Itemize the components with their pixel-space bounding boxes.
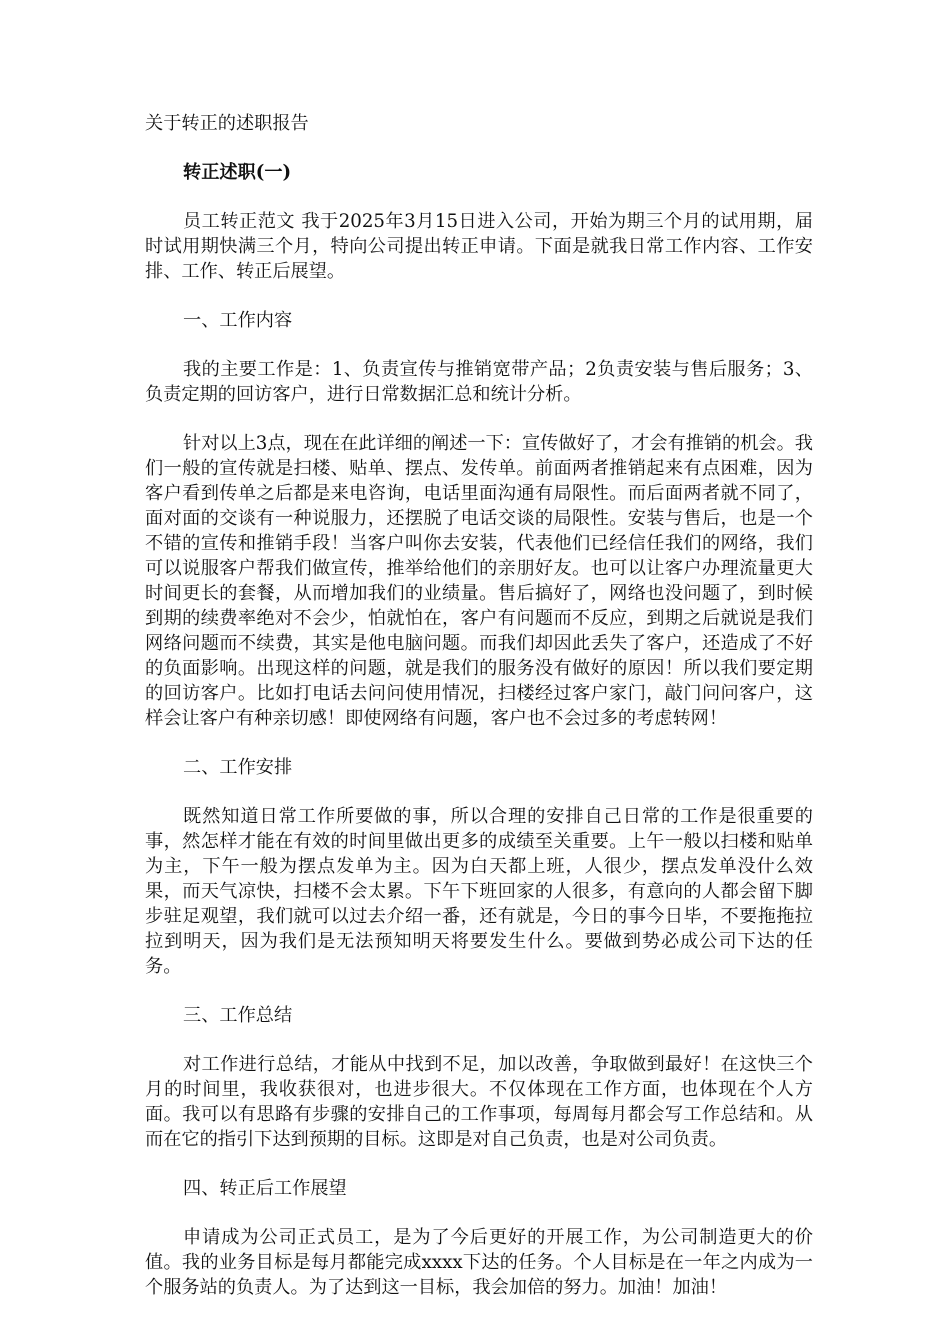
paragraph-duties-detail: 针对以上3点，现在在此详细的阐述一下：宣传做好了，才会有推销的机会。我们一般的宣传就是扫楼、贴单、摆点、发传单。前面两者推销起来有点困难，因为客户看到传单之后都是来电咨询，电话里面沟通有局限性。而后面两者就不同了，面对面的交谈有一种说服力，还摆脱了电话交谈的局限性。安装与售后，也是一个不错的宣传和推销手段！当客户叫你去安装，代表他们已经信任我们的网络，我们可以说服客户帮我们做宣传，推举给他们的亲朋好友。也可以让客户办理流量更大时间更长的套餐，从而增加我们的业绩量。售后搞好了，网络也没问题了，到时候到期的续费率绝对不会少，怕就怕在，客户有问题而不反应，到期之后就说是我们网络问题而不续费，其实是他电脑问题。而我们却因此丢失了客户，还造成了不好的负面影响。出现这样的问题，就是我们的服务没有做好的原因！所以我们要定期的回访客户。比如打电话去问问使用情况，扫楼经过客户家门，敲门问问客户，这样会让客户有种亲切感！即使网络有问题，客户也不会过多的考虑转网！	[145, 433, 813, 729]
paragraph-work-arrangement: 既然知道日常工作所要做的事，所以合理的安排自己日常的工作是很重要的事，然怎样才能在有效的时间里做出更多的成绩至关重要。上午一般以扫楼和贴单为主，下午一般为摆点发单为主。因为白天都上班，人很少，摆点发单没什么效果，而天气凉快，扫楼不会太累。下午下班回家的人很多，有意向的人都会留下脚步驻足观望，我们就可以过去介绍一番，还有就是，今日的事今日毕，不要拖拖拉拉到明天，因为我们是无法预知明天将要发生什么。要做到势必成公司下达的任务。	[145, 806, 813, 977]
heading-work-content: 一、工作内容	[183, 310, 293, 331]
document-body	[145, 111, 813, 1324]
section-heading: 转正述职(一)	[183, 162, 292, 183]
intro-paragraph: 员工转正范文 我于2025年3月15日进入公司，开始为期三个月的试用期，届时试用期快满三个月，特向公司提出转正申请。下面是就我日常工作内容、工作安排、工作、转正后展望。	[145, 211, 813, 282]
paragraph-outlook: 申请成为公司正式员工，是为了今后更好的开展工作，为公司制造更大的价值。我的业务目标是每月都能完成xxxx下达的任务。个人目标是在一年之内成为一个服务站的负责人。为了达到这一目标，我会加倍的努力。加油！加油！	[145, 1227, 813, 1298]
heading-work-summary: 三、工作总结	[183, 1005, 293, 1026]
heading-outlook: 四、转正后工作展望	[183, 1178, 347, 1199]
paragraph-work-summary: 对工作进行总结，才能从中找到不足，加以改善，争取做到最好！在这快三个月的时间里，我收获很对，也进步很大。不仅体现在工作方面，也体现在个人方面。我可以有思路有步骤的安排自己的工作事项，每周每月都会写工作总结和。从而在它的指引下达到预期的目标。这即是对自己负责，也是对公司负责。	[145, 1054, 813, 1150]
heading-work-arrangement: 二、工作安排	[183, 757, 293, 778]
document-title: 关于转正的述职报告	[145, 113, 309, 134]
paragraph-main-duties: 我的主要工作是：1、负责宣传与推销宽带产品；2负责安装与售后服务；3、负责定期的回访客户，进行日常数据汇总和统计分析。	[145, 359, 813, 405]
